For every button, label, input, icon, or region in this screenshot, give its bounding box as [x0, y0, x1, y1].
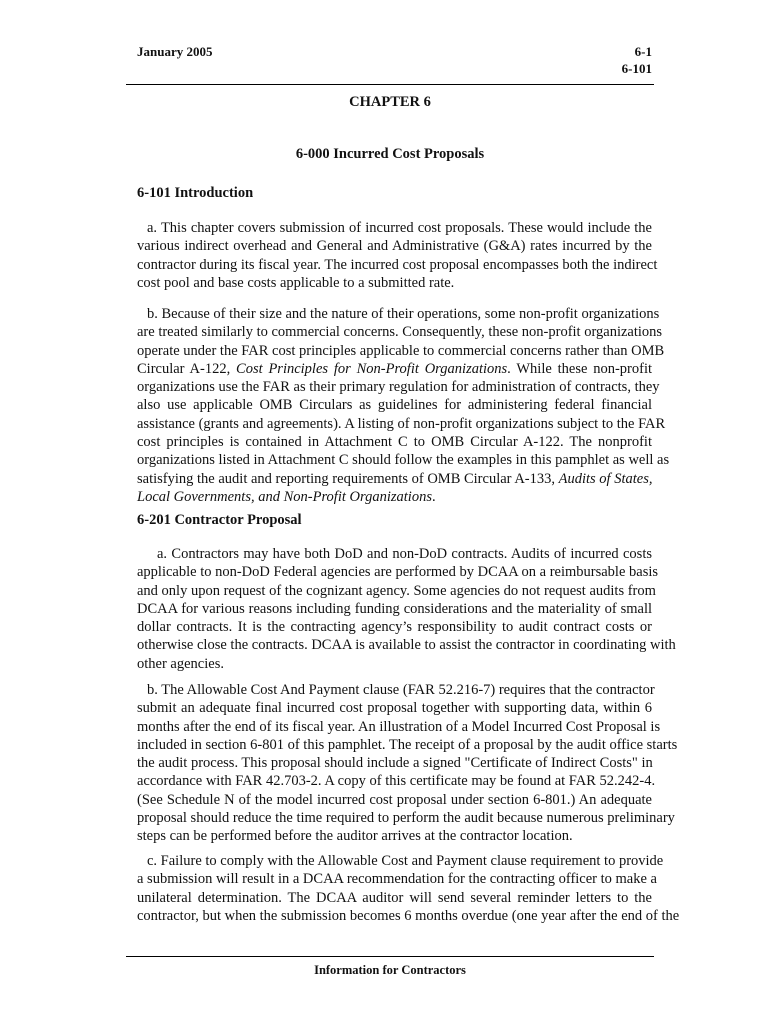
paragraph — [137, 305, 670, 506]
text-segment: . While these non-profit — [507, 360, 653, 377]
text-line: dollar contracts. It is the contracting agency’s responsibility to audit contract costs or — [137, 619, 652, 636]
text-line: contractor during its fiscal year. The incurred cost proposal encompasses both the indirect — [137, 256, 658, 273]
text-line: cost pool and base costs applicable to a submitted rate. — [137, 274, 455, 291]
header-date: January 2005 — [137, 44, 213, 59]
section-heading-introduction: 6-101 Introduction — [137, 185, 254, 201]
text-line: cost principles is contained in Attachment C to OMB Circular A-122. The nonprofit — [137, 434, 652, 451]
text-line: organizations use the FAR as their primary regulation for administration of contracts, they — [137, 379, 660, 396]
header-page-number: 6-1 — [634, 44, 652, 59]
paragraph — [137, 852, 680, 925]
footer-rule — [126, 956, 654, 957]
text-line: DCAA for various reasons including funding considerations and the materiality of small — [137, 600, 652, 617]
text-line: contractor, but when the submission becomes 6 months overdue (one year after the end of the — [137, 907, 680, 924]
text-line: (See Schedule N of the model incurred cost proposal under section 6-801.) An adequate — [137, 791, 652, 808]
text-line: a. Contractors may have both DoD and non-DoD contracts. Audits of incurred costs — [157, 546, 652, 562]
italic-text: Local Governments, and Non-Profit Organizations — [137, 488, 432, 505]
text-line: otherwise close the contracts. DCAA is available to assist the contractor in coordinating with — [137, 637, 676, 654]
italic-text: Audits of States, — [558, 470, 653, 487]
text-line: also use applicable OMB Circulars as guidelines for administering federal financial — [137, 397, 652, 414]
text-line — [137, 488, 652, 506]
footer-text: Information for Contractors — [314, 963, 466, 977]
paragraph — [137, 219, 658, 292]
text-line: a. This chapter covers submission of incurred cost proposals. These would include the — [147, 220, 652, 236]
italic-text: Cost Principles for Non-Profit Organizations — [236, 360, 508, 377]
paragraph — [137, 681, 678, 846]
text-line: organizations listed in Attachment C should follow the examples in this pamphlet as well as — [137, 452, 670, 469]
chapter-title: 6-000 Incurred Cost Proposals — [295, 146, 485, 162]
paragraph — [137, 545, 676, 673]
header-rule — [126, 84, 654, 85]
text-line: applicable to non-DoD Federal agencies are performed by DCAA on a reimbursable basis — [137, 564, 659, 581]
text-line: other agencies. — [137, 655, 224, 672]
text-line: b. Because of their size and the nature of their operations, some non-profit organizations — [147, 306, 660, 322]
text-line: c. Failure to comply with the Allowable Cost and Payment clause requirement to provide — [147, 853, 664, 869]
section-heading-contractor-proposal: 6-201 Contractor Proposal — [137, 512, 302, 528]
text-segment: . — [431, 488, 436, 505]
text-line: accordance with FAR 42.703-2. A copy of this certificate may be found at FAR 52.242-4. — [137, 773, 656, 790]
text-line: operate under the FAR cost principles applicable to commercial concerns rather than OMB — [137, 342, 665, 359]
text-line: a submission will result in a DCAA recommendation for the contracting officer to make a — [137, 871, 657, 888]
text-line: months after the end of its fiscal year. An illustration of a Model Incurred Cost Proposal is — [137, 718, 661, 735]
header-section-number: 6-101 — [621, 61, 652, 76]
text-line: the audit process. This proposal should include a signed "Certificate of Indirect Costs" in — [137, 755, 653, 772]
text-line — [137, 360, 652, 378]
text-line: proposal should reduce the time required to perform the audit because numerous preliminary — [137, 810, 675, 827]
chapter-heading: CHAPTER 6 — [349, 94, 431, 110]
text-line: and only upon request of the cognizant agency. Some agencies do not request audits from — [137, 582, 656, 599]
text-line: submit an adequate final incurred cost proposal together with supporting data, within 6 — [137, 700, 652, 717]
text-line: included in section 6-801 of this pamphlet. The receipt of a proposal by the audit office starts — [137, 736, 678, 753]
text-segment: satisfying the audit and reporting requirements of OMB Circular A-133, — [137, 470, 559, 487]
text-line: various indirect overhead and General and Administrative (G&A) rates incurred by the — [137, 238, 652, 255]
text-line: b. The Allowable Cost And Payment clause (FAR 52.216-7) requires that the contractor — [147, 682, 655, 698]
text-segment: Circular A-122, — [137, 360, 237, 377]
text-line — [137, 470, 652, 488]
text-line: assistance (grants and agreements). A listing of non-profit organizations subject to the FAR — [137, 415, 666, 432]
text-line: unilateral determination. The DCAA auditor will send several reminder letters to the — [137, 889, 652, 906]
text-line: steps can be performed before the auditor arrives at the contractor location. — [137, 828, 573, 845]
text-line: are treated similarly to commercial concerns. Consequently, these non-profit organizations — [137, 324, 663, 341]
